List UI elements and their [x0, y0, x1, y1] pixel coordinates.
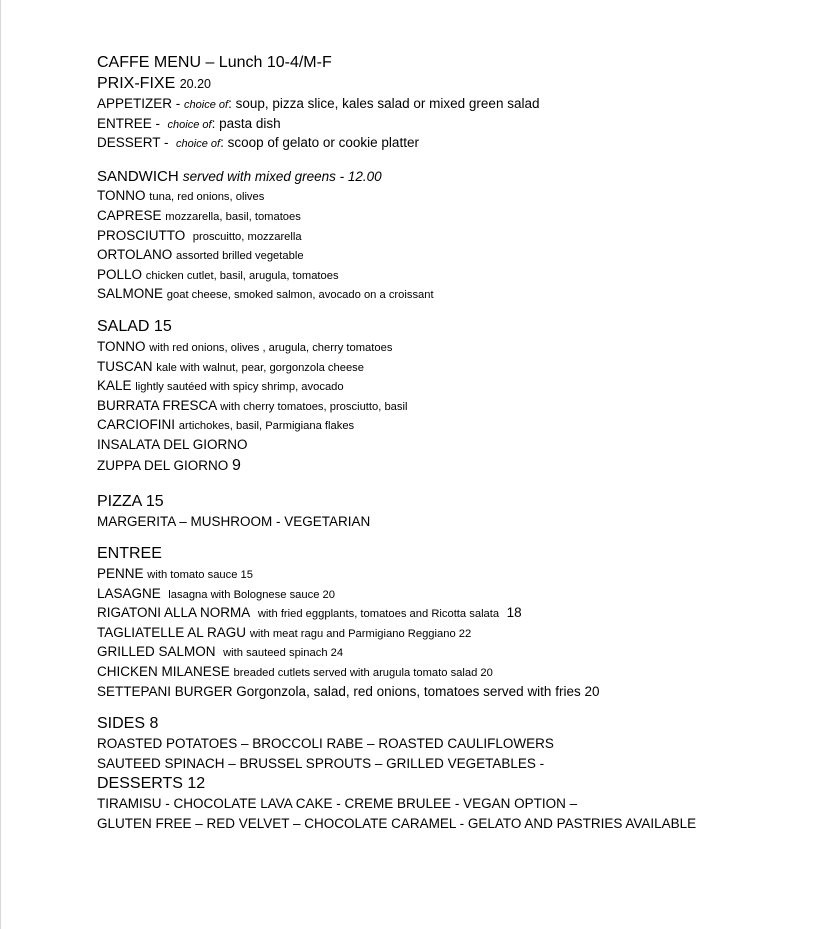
choice-of-label: choice of: [184, 99, 229, 111]
prix-fixe-dessert: DESSERT - choice of: scoop of gelato or cookie platter: [97, 135, 419, 151]
entree-item: LASAGNE lasagna with Bolognese sauce 20: [97, 585, 335, 601]
salad-item: CARCIOFINI artichokes, basil, Parmigiana flakes: [97, 417, 355, 433]
sandwich-item: SALMONE goat cheese, smoked salmon, avocado on a croissant: [97, 286, 434, 302]
sandwich-item: POLLO chicken cutlet, basil, arugula, tomatoes: [97, 266, 339, 282]
sides-heading: SIDES 8: [97, 715, 159, 733]
prix-fixe-entree: ENTREE - choice of: pasta dish: [97, 115, 281, 131]
entree-item: CHICKEN MILANESE breaded cutlets served with arugula tomato salad 20: [97, 664, 493, 680]
entree-item: GRILLED SALMON with sauteed spinach 24: [97, 644, 344, 660]
section-label: SANDWICH: [97, 167, 179, 185]
desserts-heading: DESSERTS 12: [97, 775, 206, 793]
salad-item: TUSCAN kale with walnut, pear, gorgonzola cheese: [97, 358, 365, 374]
choice-of-label: choice of: [176, 138, 221, 151]
pizza-items: MARGERITA – MUSHROOM - VEGETARIAN: [97, 513, 371, 529]
salad-item: TONNO with red onions, olives , arugula, cherry tomatoes: [97, 338, 393, 354]
zuppa-del-giorno: ZUPPA DEL GIORNO 9: [97, 456, 241, 474]
sides-line: SAUTEED SPINACH – BRUSSEL SPROUTS – GRILLED VEGETABLES -: [97, 755, 545, 771]
entree-item: RIGATONI ALLA NORMA with fried eggplants, tomatoes and Ricotta salata 18: [97, 605, 522, 621]
entree-item: PENNE with tomato sauce 15: [97, 566, 253, 582]
prix-fixe-price: 20.20: [179, 77, 211, 91]
sandwich-item: TONNO tuna, red onions, olives: [97, 188, 265, 204]
entree-price: 18: [506, 605, 522, 621]
sandwich-item: CAPRESE mozzarella, basil, tomatoes: [97, 207, 301, 223]
sandwich-note: served with mixed greens - 12.00: [182, 168, 382, 184]
prix-fixe-appetizer: APPETIZER - choice of: soup, pizza slice, kales salad or mixed green salad: [97, 96, 540, 111]
desserts-line: TIRAMISU - CHOCOLATE LAVA CAKE - CREME BRULEE - VEGAN OPTION –: [97, 796, 578, 812]
salad-item: BURRATA FRESCA with cherry tomatoes, prosciutto, basil: [97, 397, 408, 413]
sandwich-heading: [97, 167, 797, 187]
page-edge: [0, 0, 1, 929]
prix-fixe-heading: [97, 73, 797, 94]
entree-heading: ENTREE: [97, 545, 162, 563]
menu-title: CAFFE MENU – Lunch 10-4/M-F: [97, 54, 332, 71]
sides-line: ROASTED POTATOES – BROCCOLI RABE – ROASTED CAULIFLOWERS: [97, 736, 554, 752]
sandwich-item: ORTOLANO assorted brilled vegetable: [97, 247, 304, 263]
settepani-burger: SETTEPANI BURGER Gorgonzola, salad, red onions, tomatoes served with fries 20: [97, 683, 600, 699]
entree-item: TAGLIATELLE AL RAGU with meat ragu and Parmigiano Reggiano 22: [97, 624, 472, 640]
prix-fixe-label: PRIX-FIXE: [97, 75, 176, 92]
menu-document: [97, 52, 797, 834]
choice-of-label: choice of: [167, 118, 212, 131]
salad-heading: SALAD 15: [97, 317, 172, 335]
desserts-line: GLUTEN FREE – RED VELVET – CHOCOLATE CARAMEL - GELATO AND PASTRIES AVAILABLE: [97, 816, 697, 832]
sandwich-item: PROSCIUTTO proscuitto, mozzarella: [97, 227, 302, 243]
salad-item: KALE lightly sautéed with spicy shrimp, avocado: [97, 378, 344, 394]
pizza-heading: PIZZA 15: [97, 492, 164, 510]
insalata-del-giorno: INSALATA DEL GIORNO: [97, 436, 248, 452]
